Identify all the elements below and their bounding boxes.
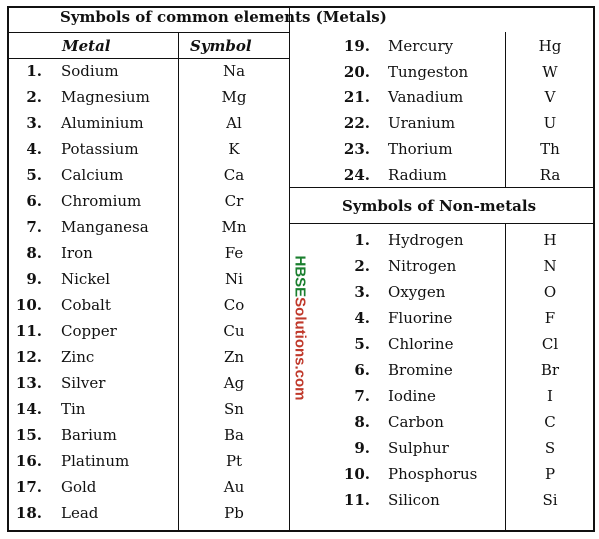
element-symbol: Al — [226, 114, 242, 132]
element-symbol: Th — [540, 139, 560, 158]
element-name: Phosphorus — [388, 465, 478, 483]
element-name: Copper — [61, 322, 117, 340]
watermark — [290, 238, 310, 418]
element-number: 17. — [15, 478, 42, 496]
element-number: 7. — [26, 218, 42, 236]
table-row — [0, 188, 599, 214]
element-symbol: K — [228, 140, 240, 158]
watermark-text-a: HBSE — [291, 255, 309, 298]
table-row — [0, 435, 599, 461]
element-name: Fluorine — [388, 309, 453, 327]
element-name: Aluminium — [61, 114, 144, 132]
element-symbol: W — [542, 62, 558, 81]
element-name: Nitrogen — [388, 257, 457, 275]
element-number: 6. — [354, 361, 370, 379]
element-number: 14. — [15, 400, 42, 418]
element-number: 10. — [343, 465, 370, 483]
element-number: 13. — [15, 374, 42, 392]
element-name: Iron — [61, 244, 93, 262]
element-name: Potassium — [61, 140, 139, 158]
element-symbol: N — [543, 257, 557, 275]
element-name: Carbon — [388, 413, 444, 431]
element-name: Cobalt — [61, 296, 111, 314]
element-symbol: Sn — [224, 400, 244, 418]
element-number: 23. — [343, 139, 370, 158]
element-symbol: H — [543, 231, 557, 249]
element-symbol: Ag — [223, 374, 245, 392]
element-number: 2. — [354, 257, 370, 275]
element-symbol: Si — [542, 491, 558, 509]
element-symbol: F — [544, 309, 556, 327]
element-number: 16. — [15, 452, 42, 470]
element-name: Silver — [61, 374, 106, 392]
element-name: Barium — [61, 426, 117, 444]
element-name: Chlorine — [388, 335, 454, 353]
element-name: Sodium — [61, 62, 119, 80]
element-number: 8. — [26, 244, 42, 262]
element-symbol: Na — [222, 62, 246, 80]
element-symbol: Br — [540, 361, 560, 379]
element-symbol: V — [544, 88, 556, 107]
element-name: Tungeston — [388, 62, 469, 81]
element-symbol: O — [543, 283, 557, 301]
element-symbol: I — [547, 387, 553, 405]
element-number: 10. — [15, 296, 42, 314]
element-name: Iodine — [388, 387, 436, 405]
element-symbol: C — [544, 413, 556, 431]
table-row — [0, 461, 599, 487]
element-number: 1. — [354, 231, 370, 249]
element-number: 7. — [354, 387, 370, 405]
table-row — [0, 487, 599, 513]
table-row — [0, 110, 599, 136]
element-number: 5. — [354, 335, 370, 353]
watermark-text-b: Solutions.com — [291, 297, 309, 401]
element-name: Sulphur — [388, 439, 449, 457]
element-name: Chromium — [61, 192, 142, 210]
element-number: 9. — [26, 270, 42, 288]
element-number: 1. — [26, 62, 42, 80]
table-row — [0, 136, 599, 162]
element-symbol: Ni — [225, 270, 243, 288]
element-number: 22. — [343, 114, 370, 133]
element-name: Vanadium — [388, 88, 464, 107]
element-name: Oxygen — [388, 283, 446, 301]
element-name: Tin — [61, 400, 86, 418]
element-symbol: Pt — [225, 452, 243, 470]
element-name: Thorium — [388, 139, 453, 158]
element-symbol: Ra — [539, 165, 561, 184]
element-name: Lead — [61, 504, 99, 522]
element-symbol: Ca — [223, 166, 245, 184]
element-name: Zinc — [61, 348, 95, 366]
element-symbol: Cl — [541, 335, 559, 353]
element-name: Magnesium — [61, 88, 150, 106]
element-number: 21. — [343, 88, 370, 107]
element-number: 12. — [15, 348, 42, 366]
element-number: 4. — [26, 140, 42, 158]
element-name: Bromine — [388, 361, 453, 379]
element-number: 5. — [26, 166, 42, 184]
element-number: 20. — [343, 62, 370, 81]
element-number: 19. — [343, 37, 370, 55]
element-symbol: Mg — [221, 88, 247, 106]
element-symbol: Mn — [221, 218, 247, 236]
element-number: 11. — [15, 322, 42, 340]
element-symbol: Fe — [224, 244, 244, 262]
element-name: Uranium — [388, 114, 456, 133]
element-symbol: Zn — [223, 348, 245, 366]
element-symbol: Au — [223, 478, 245, 496]
table-row — [0, 162, 599, 188]
table-row — [0, 84, 599, 110]
element-symbol: Ba — [224, 426, 244, 444]
element-number: 24. — [343, 165, 370, 184]
element-symbol: Pb — [224, 504, 244, 522]
element-number: 2. — [26, 88, 42, 106]
element-symbol: Cu — [223, 322, 245, 340]
element-number: 18. — [15, 504, 42, 522]
table-row — [0, 33, 599, 59]
element-symbol: P — [544, 465, 556, 483]
element-number: 3. — [26, 114, 42, 132]
element-number: 11. — [343, 491, 370, 509]
element-number: 3. — [354, 283, 370, 301]
element-name: Mercury — [388, 37, 454, 55]
element-symbol: Hg — [538, 37, 562, 55]
element-name: Calcium — [61, 166, 124, 184]
nonmetals-title: Symbols of Non-metals — [342, 197, 537, 215]
element-name: Platinum — [61, 452, 130, 470]
element-symbol: Cr — [224, 192, 244, 210]
element-name: Manganesa — [61, 218, 149, 236]
element-number: 15. — [15, 426, 42, 444]
element-number: 6. — [26, 192, 42, 210]
element-name: Gold — [61, 478, 97, 496]
table-row — [0, 59, 599, 85]
element-symbol: U — [543, 114, 557, 133]
element-name: Nickel — [61, 270, 111, 288]
element-name: Hydrogen — [388, 231, 464, 249]
element-symbol: Co — [223, 296, 245, 314]
element-number: 9. — [354, 439, 370, 457]
metal-column-header: Metal — [62, 37, 111, 55]
metals-title: Symbols of common elements (Metals) — [60, 8, 387, 26]
element-number: 8. — [354, 413, 370, 431]
element-name: Silicon — [388, 491, 440, 509]
element-symbol: S — [544, 439, 556, 457]
element-number: 4. — [354, 309, 370, 327]
element-name: Radium — [388, 165, 447, 184]
symbol-column-header: Symbol — [190, 37, 252, 55]
